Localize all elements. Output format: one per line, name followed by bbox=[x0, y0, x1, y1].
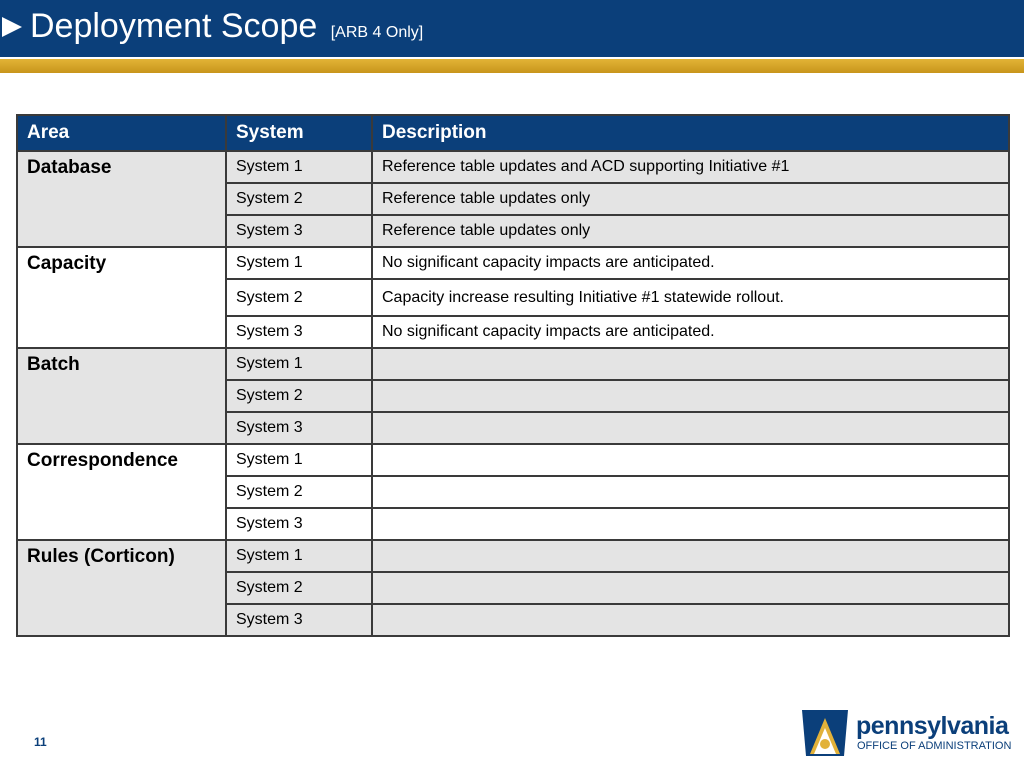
area-cell-rules: Rules (Corticon) bbox=[17, 540, 226, 636]
area-cell-database: Database bbox=[17, 151, 226, 247]
description-cell bbox=[372, 412, 1009, 444]
gold-band bbox=[0, 57, 1024, 73]
table-row bbox=[17, 247, 1009, 279]
description-cell bbox=[372, 476, 1009, 508]
page-number: 11 bbox=[34, 735, 47, 749]
slide-title-main: Deployment Scope bbox=[30, 7, 318, 45]
description-cell: No significant capacity impacts are anticipated. bbox=[372, 247, 1009, 279]
deployment-scope-table bbox=[16, 114, 1010, 637]
description-cell bbox=[372, 572, 1009, 604]
slide-subtitle: [ARB 4 Only] bbox=[330, 24, 424, 41]
table-header-row bbox=[17, 115, 1009, 151]
system-cell: System 3 bbox=[226, 604, 372, 636]
system-cell: System 3 bbox=[226, 508, 372, 540]
header-area: Area bbox=[17, 115, 226, 151]
system-cell: System 3 bbox=[226, 316, 372, 348]
logo-subtitle: OFFICE OF ADMINISTRATION bbox=[857, 740, 1012, 752]
description-cell: Reference table updates and ACD supporting Initiative #1 bbox=[372, 151, 1009, 183]
keystone-logo-icon bbox=[800, 708, 850, 758]
description-cell bbox=[372, 540, 1009, 572]
table-row bbox=[17, 540, 1009, 572]
description-cell bbox=[372, 444, 1009, 476]
system-cell: System 3 bbox=[226, 215, 372, 247]
pennsylvania-logo bbox=[800, 708, 1010, 760]
description-cell bbox=[372, 380, 1009, 412]
description-cell: No significant capacity impacts are anticipated. bbox=[372, 316, 1009, 348]
system-cell: System 1 bbox=[226, 151, 372, 183]
table-row bbox=[17, 151, 1009, 183]
description-cell: Reference table updates only bbox=[372, 183, 1009, 215]
system-cell: System 2 bbox=[226, 380, 372, 412]
system-cell: System 1 bbox=[226, 247, 372, 279]
description-cell: Capacity increase resulting Initiative #1 statewide rollout. bbox=[372, 279, 1009, 316]
description-cell bbox=[372, 508, 1009, 540]
slide-title bbox=[30, 6, 423, 53]
system-cell: System 2 bbox=[226, 572, 372, 604]
table-row bbox=[17, 348, 1009, 380]
header-system: System bbox=[226, 115, 372, 151]
system-cell: System 3 bbox=[226, 412, 372, 444]
title-bar bbox=[0, 0, 1024, 57]
description-cell: Reference table updates only bbox=[372, 215, 1009, 247]
system-cell: System 2 bbox=[226, 183, 372, 215]
area-cell-correspondence: Correspondence bbox=[17, 444, 226, 540]
description-cell bbox=[372, 348, 1009, 380]
system-cell: System 1 bbox=[226, 540, 372, 572]
system-cell: System 1 bbox=[226, 348, 372, 380]
area-cell-capacity: Capacity bbox=[17, 247, 226, 348]
area-cell-batch: Batch bbox=[17, 348, 226, 444]
description-cell bbox=[372, 604, 1009, 636]
logo-name: pennsylvania bbox=[856, 712, 1009, 740]
system-cell: System 2 bbox=[226, 476, 372, 508]
system-cell: System 2 bbox=[226, 279, 372, 316]
table-row bbox=[17, 444, 1009, 476]
title-arrow-icon bbox=[2, 17, 22, 37]
system-cell: System 1 bbox=[226, 444, 372, 476]
header-description: Description bbox=[372, 115, 1009, 151]
